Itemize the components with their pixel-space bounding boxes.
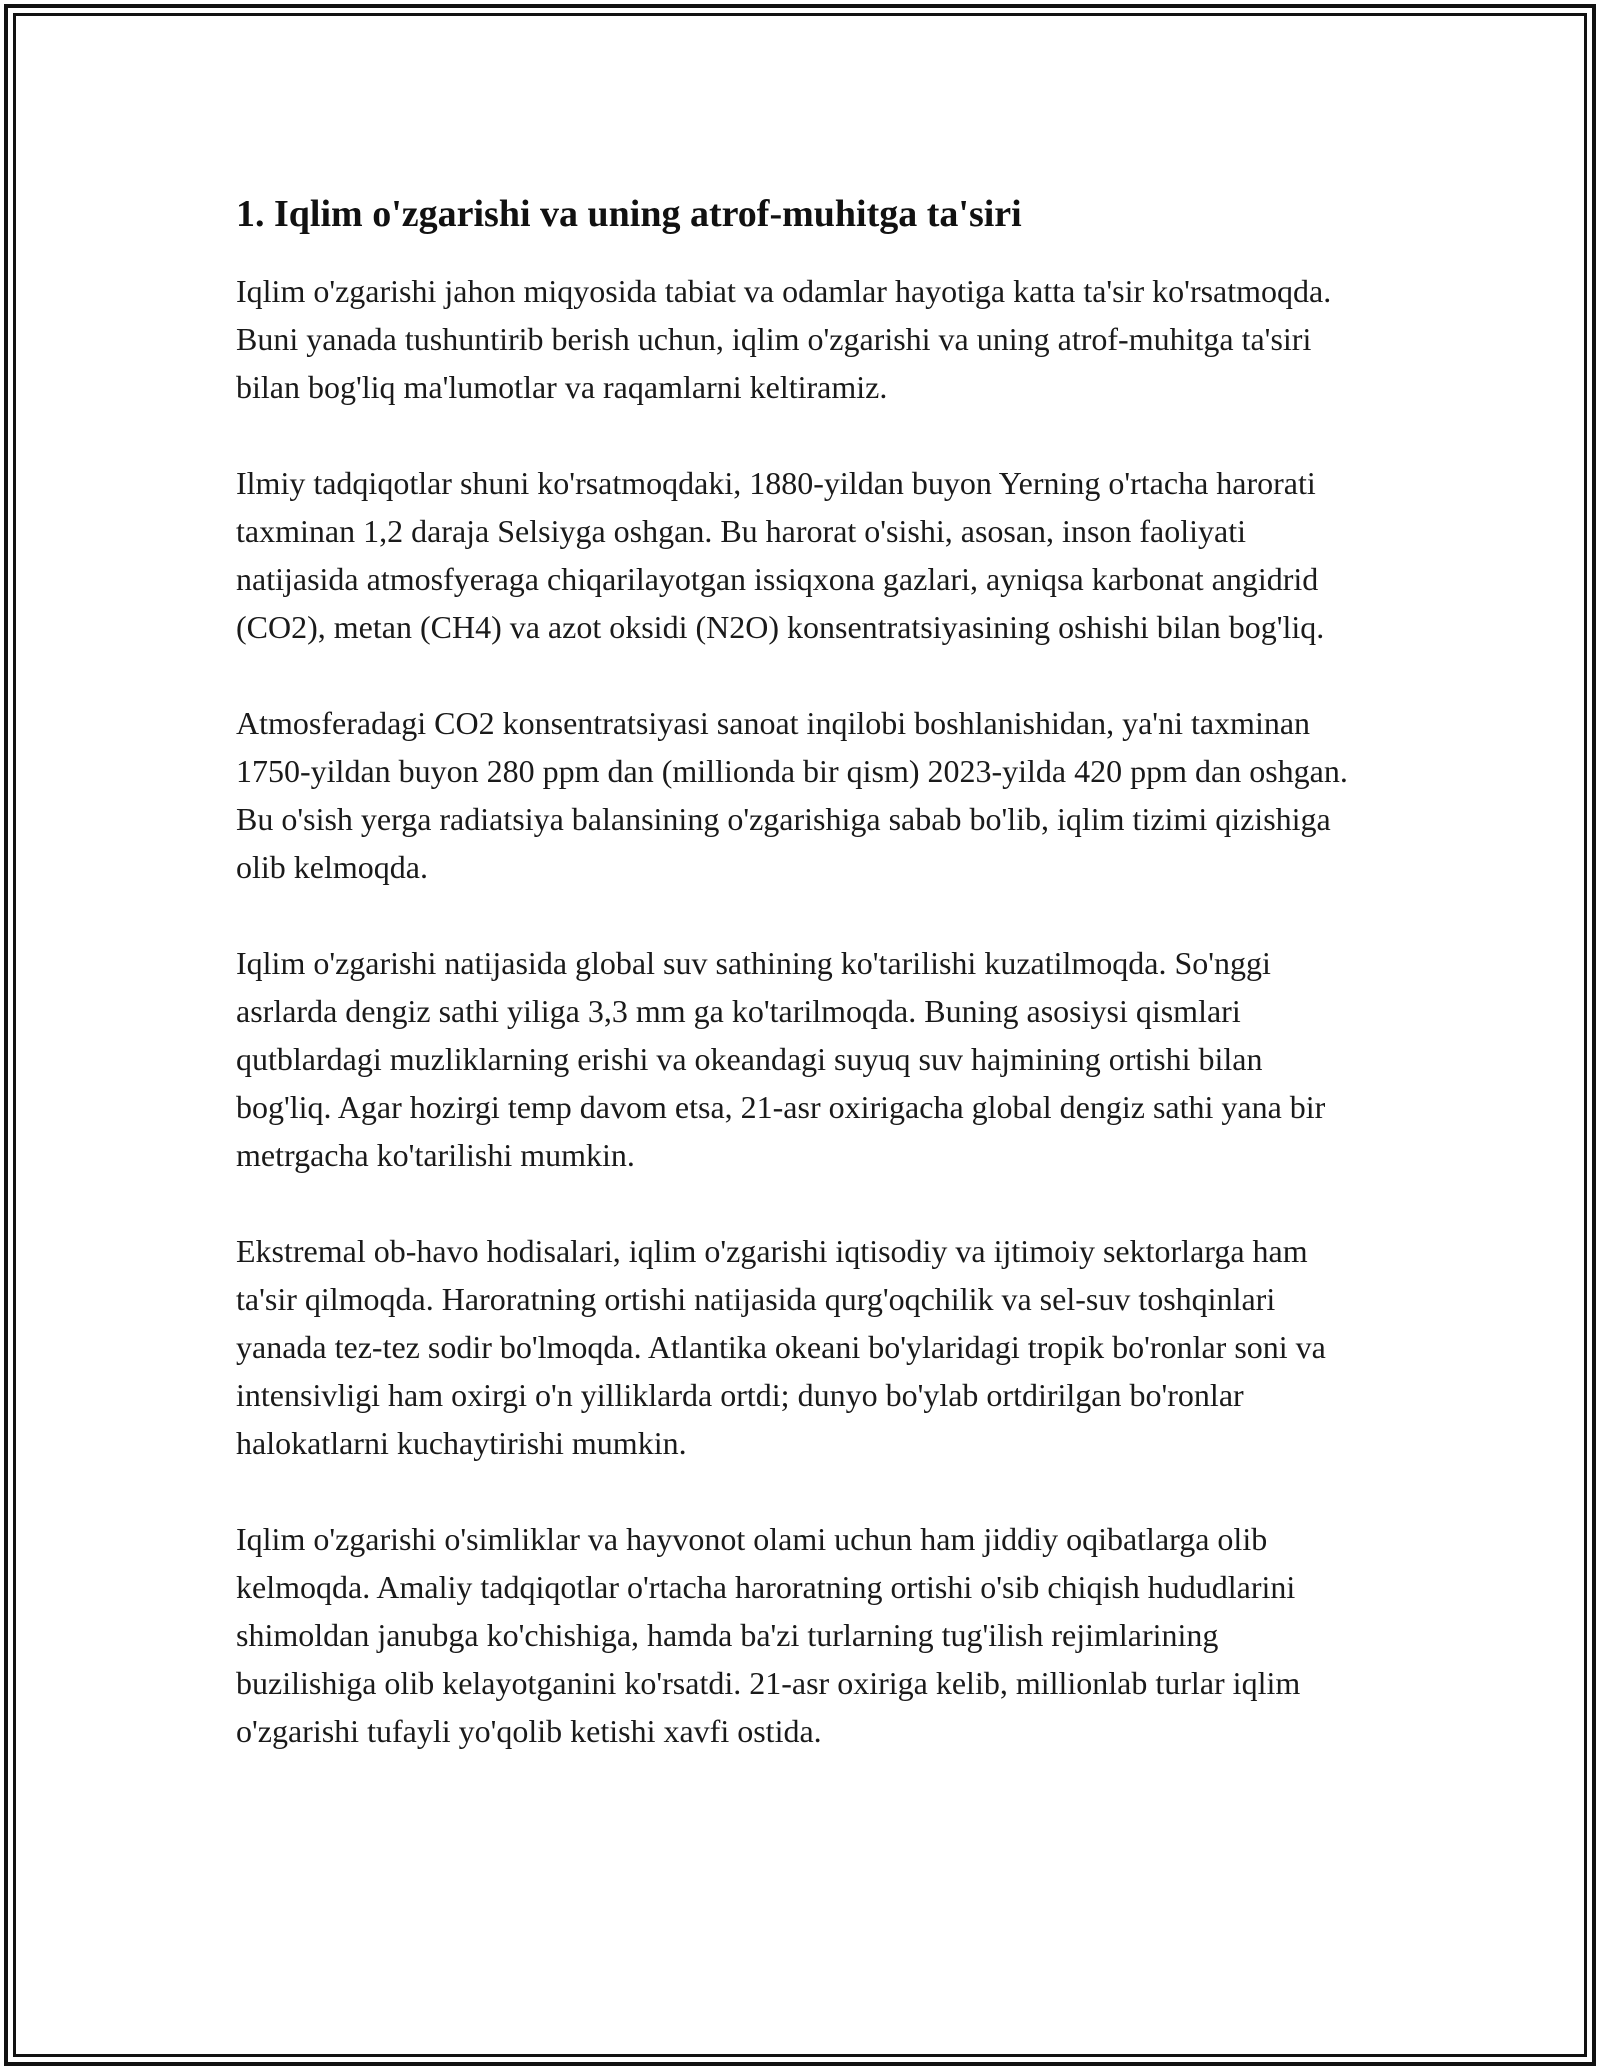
paragraph-biodiversity: Iqlim o'zgarishi o'simliklar va hayvonot olami uchun ham jiddiy oqibatlarga olib kelmoqda. Amaliy tadqiqotlar o'rtacha haroratning ortishi o'sib chiqish hududlarini shimoldan janubga ko'chishiga, hamda ba'zi turlarning tug'ilish rejimlarining buzilishiga olib kelayotganini ko'rsatdi. 21-asr oxiriga kelib, millionlab turlar iqlim o'zgarishi tufayli yo'qolib ketishi xavfi ostida. (236, 1521, 1301, 1749)
paragraph-co2: Atmosferadagi CO2 konsentratsiyasi sanoat inqilobi boshlanishidan, ya'ni taxminan 1750-yildan buyon 280 ppm dan (millionda bir qism) 2023-yilda 420 ppm dan oshgan. Bu o'sish yerga radiatsiya balansining o'zgarishiga sabab bo'lib, iqlim tizimi qizishiga olib kelmoqda. (236, 705, 1348, 885)
section-heading: 1. Iqlim o'zgarishi va uning atrof-muhitga ta'siri (236, 193, 1022, 235)
document-body (236, 185, 1366, 1803)
paragraph-sea-level: Iqlim o'zgarishi natijasida global suv sathining ko'tarilishi kuzatilmoqda. So'nggi asrlarda dengiz sathi yiliga 3,3 mm ga ko'tarilmoqda. Buning asosiysi qismlari qutblardagi muzliklarning erishi va okeandagi suyuq suv hajmining ortishi bilan bog'liq. Agar hozirgi temp davom etsa, 21-asr oxirigacha global dengiz sathi yana bir metrgacha ko'tarilishi mumkin. (236, 945, 1326, 1173)
paragraph-intro: Iqlim o'zgarishi jahon miqyosida tabiat va odamlar hayotiga katta ta'sir ko'rsatmoqda. Buni yanada tushuntirib berish uchun, iqlim o'zgarishi va uning atrof-muhitga ta'siri bilan bog'liq ma'lumotlar va raqamlarni keltiramiz. (236, 273, 1332, 405)
paragraph-temperature: Ilmiy tadqiqotlar shuni ko'rsatmoqdaki, 1880-yildan buyon Yerning o'rtacha harorati taxminan 1,2 daraja Selsiyga oshgan. Bu harorat o'sishi, asosan, inson faoliyati natijasida atmosfyeraga chiqarilayotgan issiqxona gazlari, ayniqsa karbonat angidrid (CO2), metan (CH4) va azot oksidi (N2O) konsentratsiyasining oshishi bilan bog'liq. (236, 465, 1325, 645)
paragraph-extreme-weather: Ekstremal ob-havo hodisalari, iqlim o'zgarishi iqtisodiy va ijtimoiy sektorlarga ham ta'sir qilmoqda. Haroratning ortishi natijasida qurg'oqchilik va sel-suv toshqinlari yanada tez-tez sodir bo'lmoqda. Atlantika okeani bo'ylaridagi tropik bo'ronlar soni va intensivligi ham oxirgi o'n yilliklarda ortdi; dunyo bo'ylab ortdirilgan bo'ronlar halokatlarni kuchaytirishi mumkin. (236, 1233, 1326, 1461)
